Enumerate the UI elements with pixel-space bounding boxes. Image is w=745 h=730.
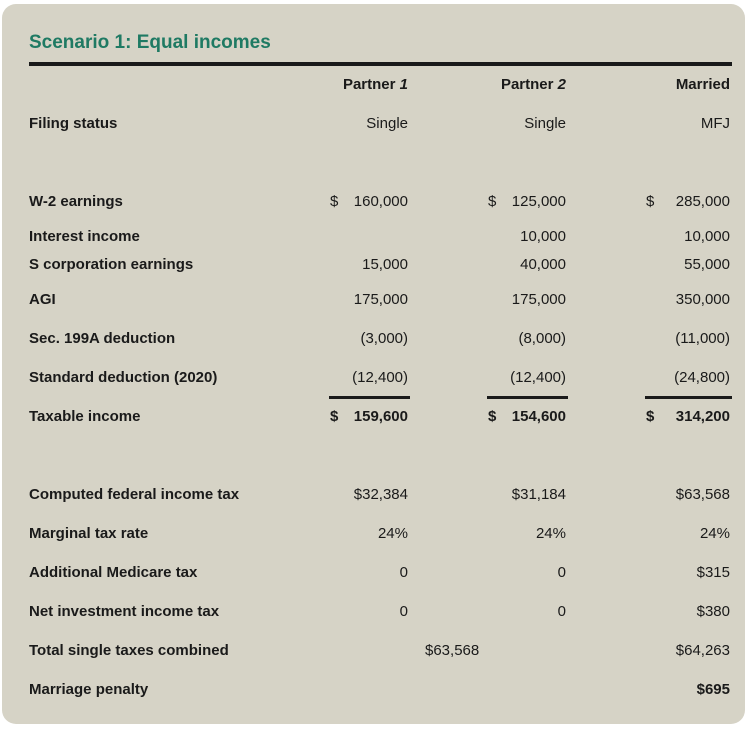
w2-married: 285,000 (675, 193, 730, 210)
w2-partner-1: 160,000 (353, 193, 408, 210)
marginal-partner-1: 24% (377, 525, 408, 542)
header-partner-1-num: 1 (399, 76, 408, 93)
total-underline-partner-2 (487, 396, 568, 399)
row-label-standard-deduction: Standard deduction (2020) (29, 369, 218, 386)
row-label-w2-earnings: W-2 earnings (29, 193, 123, 210)
row-label-s-corp-earnings: S corporation earnings (29, 256, 194, 273)
row-label-total-single-taxes: Total single taxes combined (29, 642, 229, 659)
scorp-partner-2: 40,000 (520, 256, 566, 273)
scenario-panel (2, 4, 745, 724)
scorp-married: 55,000 (684, 256, 730, 273)
row-label-medicare-tax: Additional Medicare tax (29, 564, 198, 581)
filing-status-partner-2: Single (524, 115, 566, 132)
row-label-taxable-income: Taxable income (29, 408, 141, 425)
currency-sign-w2-married: $ (646, 193, 655, 210)
niit-partner-2: 0 (557, 603, 566, 620)
header-married: Married (675, 76, 730, 93)
filing-status-partner-1: Single (366, 115, 408, 132)
filing-status-married: MFJ (700, 115, 730, 132)
currency-sign-taxable-married: $ (646, 408, 655, 425)
header-partner-1 (343, 76, 408, 93)
header-partner-2 (501, 76, 566, 93)
std-deduction-partner-1: (12,400) (352, 369, 408, 386)
row-label-interest-income: Interest income (29, 228, 140, 245)
row-label-sec-199a: Sec. 199A deduction (29, 330, 176, 347)
niit-married: $380 (696, 603, 730, 620)
interest-partner-2: 10,000 (520, 228, 566, 245)
row-label-niit: Net investment income tax (29, 603, 220, 620)
agi-married: 350,000 (675, 291, 730, 308)
header-partner-2-num: 2 (557, 76, 566, 93)
row-label-filing-status: Filing status (29, 115, 118, 132)
agi-partner-1: 175,000 (353, 291, 408, 308)
agi-partner-2: 175,000 (511, 291, 566, 308)
currency-sign-w2-partner-2: $ (488, 193, 497, 210)
header-partner-1-prefix: Partner (342, 76, 400, 93)
header-divider (29, 62, 732, 66)
total-underline-married (645, 396, 732, 399)
taxable-partner-1: 159,600 (353, 408, 408, 425)
medicare-partner-2: 0 (557, 564, 566, 581)
sec199a-married: (11,000) (675, 330, 730, 347)
medicare-partner-1: 0 (399, 564, 408, 581)
std-deduction-married: (24,800) (674, 369, 730, 386)
sec199a-partner-1: (3,000) (360, 330, 408, 347)
medicare-married: $315 (696, 564, 730, 581)
fed-tax-married: $63,568 (675, 486, 730, 503)
marginal-partner-2: 24% (535, 525, 566, 542)
row-label-marginal-rate: Marginal tax rate (29, 525, 149, 542)
niit-partner-1: 0 (399, 603, 408, 620)
marriage-penalty-value: $695 (696, 681, 730, 698)
taxable-partner-2: 154,600 (511, 408, 566, 425)
currency-sign-taxable-partner-2: $ (488, 408, 497, 425)
taxable-married: 314,200 (675, 408, 730, 425)
combined-single-total: $63,568 (425, 642, 480, 659)
interest-married: 10,000 (684, 228, 730, 245)
row-label-marriage-penalty: Marriage penalty (29, 681, 149, 698)
currency-sign-w2-partner-1: $ (330, 193, 339, 210)
page-title: Scenario 1: Equal incomes (29, 32, 271, 53)
row-label-federal-tax: Computed federal income tax (29, 486, 240, 503)
w2-partner-2: 125,000 (511, 193, 566, 210)
combined-married: $64,263 (675, 642, 730, 659)
marginal-married: 24% (699, 525, 730, 542)
std-deduction-partner-2: (12,400) (510, 369, 566, 386)
row-label-agi: AGI (29, 291, 56, 308)
total-underline-partner-1 (329, 396, 410, 399)
header-partner-2-prefix: Partner (500, 76, 558, 93)
fed-tax-partner-2: $31,184 (511, 486, 566, 503)
sec199a-partner-2: (8,000) (518, 330, 566, 347)
currency-sign-taxable-partner-1: $ (330, 408, 339, 425)
scorp-partner-1: 15,000 (362, 256, 408, 273)
fed-tax-partner-1: $32,384 (353, 486, 408, 503)
